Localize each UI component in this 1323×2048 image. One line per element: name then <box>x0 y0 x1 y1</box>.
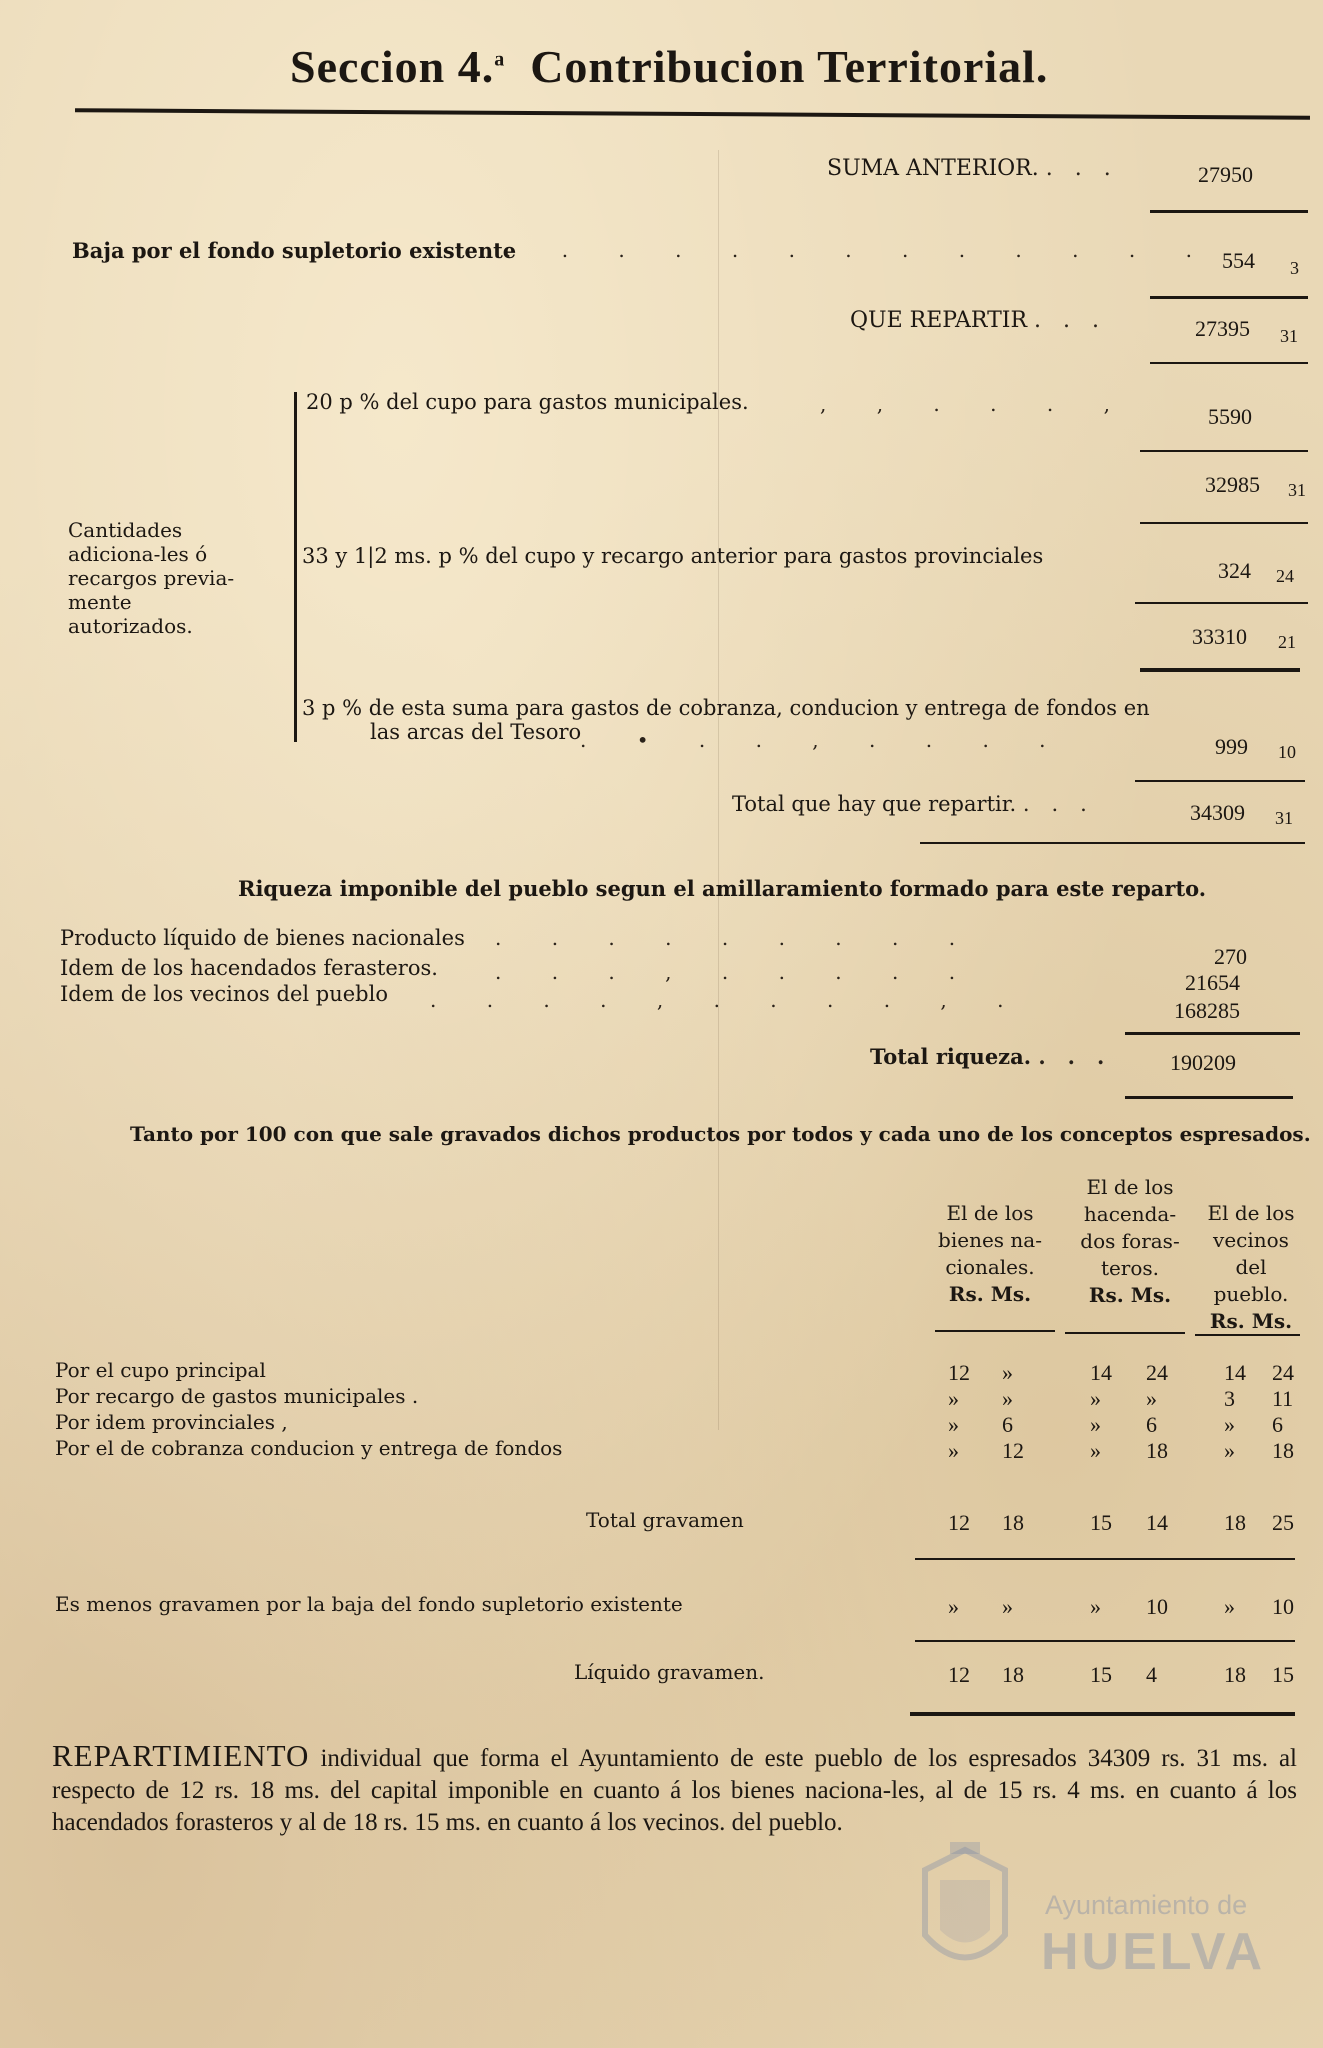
tanto-cell: » <box>1090 1594 1101 1619</box>
tanto-row-label: Por recargo de gastos municipales . <box>55 1384 419 1408</box>
tanto-row-label: Por el de cobranza conducion y entrega de fondos <box>55 1436 563 1460</box>
municipales-value: 5590 <box>1208 404 1252 429</box>
cobranza-label-2: las arcas del Tesoro <box>370 720 582 744</box>
sum-rule <box>1140 450 1308 452</box>
provinciales-value: 324 <box>1218 558 1251 583</box>
tanto-row-label: Líquido gravamen. <box>574 1660 765 1684</box>
suma-anterior-value: 27950 <box>1198 162 1253 187</box>
tanto-row-label: Total gravamen <box>586 1508 744 1532</box>
provinciales-ms: 24 <box>1276 566 1294 586</box>
tanto-row-label: Por el cupo principal <box>55 1358 266 1382</box>
subtotal1-value: 32985 <box>1205 472 1260 497</box>
suma-anterior-label: SUMA ANTERIOR. ... <box>827 156 1133 181</box>
que-repartir-ms: 31 <box>1280 326 1298 346</box>
tanto-cell: 18 <box>1002 1510 1024 1535</box>
tanto-cell: » <box>948 1438 959 1463</box>
tanto-cell: » <box>1090 1438 1101 1463</box>
tanto-cell: » <box>1002 1594 1013 1619</box>
baja-label: Baja por el fondo supletorio existente <box>72 238 517 263</box>
riqueza-row-value: 270 <box>1214 944 1247 969</box>
sum-rule <box>1150 296 1308 299</box>
sum-rule <box>1150 362 1308 364</box>
que-repartir-label: QUE REPARTIR ... <box>850 308 1122 333</box>
sum-rule <box>1140 668 1300 672</box>
total-repartir-ms: 31 <box>1275 808 1293 828</box>
tanto-cell: » <box>1224 1594 1235 1619</box>
sum-rule <box>1140 522 1308 524</box>
tanto-row-label: Por idem provinciales , <box>55 1410 288 1434</box>
leader-dots: . . . . , . . . . , . <box>430 988 1026 1012</box>
tanto-cell: 4 <box>1146 1662 1157 1687</box>
riqueza-row-value: 168285 <box>1174 998 1240 1023</box>
repartimiento-paragraph: REPARTIMIENTO individual que forma el Ayuntamiento de este pueblo de los espresados 34309 rs. 31 ms. al respecto de 12 rs. 18 ms. del capital imponible en cuanto á los bienes naciona-les, al de 15 rs. 4 ms. en cuanto á los hacendados forasteros y al de 18 rs. 15 ms. en cuanto á los vecinos. del pueblo. <box>52 1738 1297 1836</box>
tanto-cell: 10 <box>1272 1594 1294 1619</box>
tanto-row-label: Es menos gravamen por la baja del fondo supletorio existente <box>55 1592 683 1616</box>
column-rule <box>1065 1332 1185 1334</box>
tanto-heading: Tanto por 100 con que sale gravados dichos productos por todos y cada uno de los conceptos espresados. <box>130 1122 1311 1146</box>
leader-dots: . . . . . . . . . . . . . <box>505 238 1214 262</box>
riqueza-row-label: Idem de los hacendados ferasteros. <box>60 956 438 980</box>
column-rule <box>1195 1334 1300 1336</box>
riqueza-row-label: Idem de los vecinos del pueblo <box>60 982 388 1006</box>
column-header-hacendados: El de los hacenda-dos foras-teros. Rs. Ms. <box>1080 1175 1180 1307</box>
cobranza-ms: 10 <box>1278 742 1296 762</box>
tanto-cell: 15 <box>1272 1662 1294 1687</box>
total-repartir-label: Total que hay que repartir. ... <box>732 792 1109 816</box>
baja-ms: 3 <box>1290 258 1299 278</box>
sum-rule <box>910 1712 1295 1716</box>
tanto-cell: 18 <box>1146 1438 1168 1463</box>
tanto-cell: 24 <box>1272 1360 1294 1385</box>
que-repartir-value: 27395 <box>1195 316 1250 341</box>
sum-rule <box>920 842 1305 844</box>
sum-rule <box>1135 602 1308 604</box>
tanto-cell: 18 <box>1224 1662 1246 1687</box>
subtotal1-ms: 31 <box>1288 480 1306 500</box>
tanto-cell: 11 <box>1272 1386 1294 1411</box>
sum-rule <box>915 1558 1295 1560</box>
tanto-cell: 18 <box>1002 1662 1024 1687</box>
tanto-cell: » <box>1002 1360 1013 1385</box>
tanto-cell: » <box>1224 1438 1235 1463</box>
tanto-cell: » <box>1224 1412 1235 1437</box>
tanto-cell: 12 <box>948 1662 970 1687</box>
bracket <box>294 392 297 742</box>
cobranza-value: 999 <box>1215 734 1248 759</box>
section-title: Seccion 4.$^a$ Contribucion Territorial. <box>290 41 1049 92</box>
tanto-cell: 12 <box>948 1510 970 1535</box>
tanto-cell: 6 <box>1146 1412 1157 1437</box>
municipales-label: 20 p % del cupo para gastos municipales. <box>306 390 749 414</box>
sum-rule <box>915 1640 1295 1642</box>
tanto-cell: 15 <box>1090 1510 1112 1535</box>
adicionales-label: Cantidades adiciona-les ó recargos previa-mente autorizados. <box>68 518 235 638</box>
column-rule <box>935 1330 1055 1332</box>
tanto-cell: 10 <box>1146 1594 1168 1619</box>
total-riqueza-label: Total riqueza. ... <box>870 1044 1127 1069</box>
tanto-cell: » <box>948 1594 959 1619</box>
watermark-line-2: HUELVA <box>1041 1923 1266 1981</box>
tanto-cell: 24 <box>1146 1360 1168 1385</box>
leader-dots: . . . , . . . . . <box>495 960 978 984</box>
tanto-cell: 25 <box>1272 1510 1294 1535</box>
tanto-cell: 12 <box>948 1360 970 1385</box>
leader-dots: . • . . , . . . . <box>580 728 1068 752</box>
subtotal2-value: 33310 <box>1192 624 1247 649</box>
column-separator <box>718 150 719 1430</box>
tanto-cell: 14 <box>1146 1510 1168 1535</box>
riqueza-heading: Riqueza imponible del pueblo segun el amillaramiento formado para este reparto. <box>238 876 1207 901</box>
watermark-line-1: Ayuntamiento de <box>1045 1890 1248 1920</box>
title-rule <box>75 108 1310 120</box>
sum-rule <box>1135 780 1305 782</box>
tanto-cell: 15 <box>1090 1662 1112 1687</box>
sum-rule <box>1150 210 1308 213</box>
ayuntamiento-huelva-watermark <box>905 1840 1266 1994</box>
tanto-cell: » <box>1002 1386 1013 1411</box>
subtotal2-ms: 21 <box>1278 632 1296 652</box>
tanto-cell: 14 <box>1224 1360 1246 1385</box>
leader-dots: , , . . . , <box>820 392 1132 416</box>
tanto-cell: » <box>948 1386 959 1411</box>
sum-rule <box>1125 1096 1293 1099</box>
column-header-bienes: El de los bienes na-cionales. Rs. Ms. <box>938 1201 1042 1306</box>
tanto-cell: 6 <box>1002 1412 1013 1437</box>
tanto-cell: 14 <box>1090 1360 1112 1385</box>
total-repartir-value: 34309 <box>1190 800 1245 825</box>
riqueza-row-value: 21654 <box>1185 970 1240 995</box>
provinciales-label: 33 y 1|2 ms. p % del cupo y recargo anterior para gastos provinciales <box>302 544 1044 568</box>
leader-dots: . . . . . . . . . <box>495 926 978 950</box>
tanto-cell: 3 <box>1224 1386 1235 1411</box>
total-riqueza-value: 190209 <box>1170 1050 1236 1075</box>
tanto-cell: 6 <box>1272 1412 1283 1437</box>
tanto-cell: » <box>1090 1386 1101 1411</box>
tanto-cell: » <box>1090 1412 1101 1437</box>
tanto-cell: » <box>948 1412 959 1437</box>
coat-of-arms-icon <box>905 1840 1025 1990</box>
riqueza-row-label: Producto líquido de bienes nacionales <box>60 926 465 950</box>
tanto-cell: » <box>1146 1386 1157 1411</box>
tanto-cell: 18 <box>1272 1438 1294 1463</box>
column-header-vecinos: El de los vecinos del pueblo. Rs. Ms. <box>1207 1201 1295 1333</box>
tanto-cell: 12 <box>1002 1438 1024 1463</box>
baja-value: 554 <box>1222 248 1255 273</box>
tanto-cell: 18 <box>1224 1510 1246 1535</box>
sum-rule <box>1125 1032 1300 1035</box>
cobranza-label-1: 3 p % de esta suma para gastos de cobranza, conducion y entrega de fondos en <box>302 696 1150 720</box>
